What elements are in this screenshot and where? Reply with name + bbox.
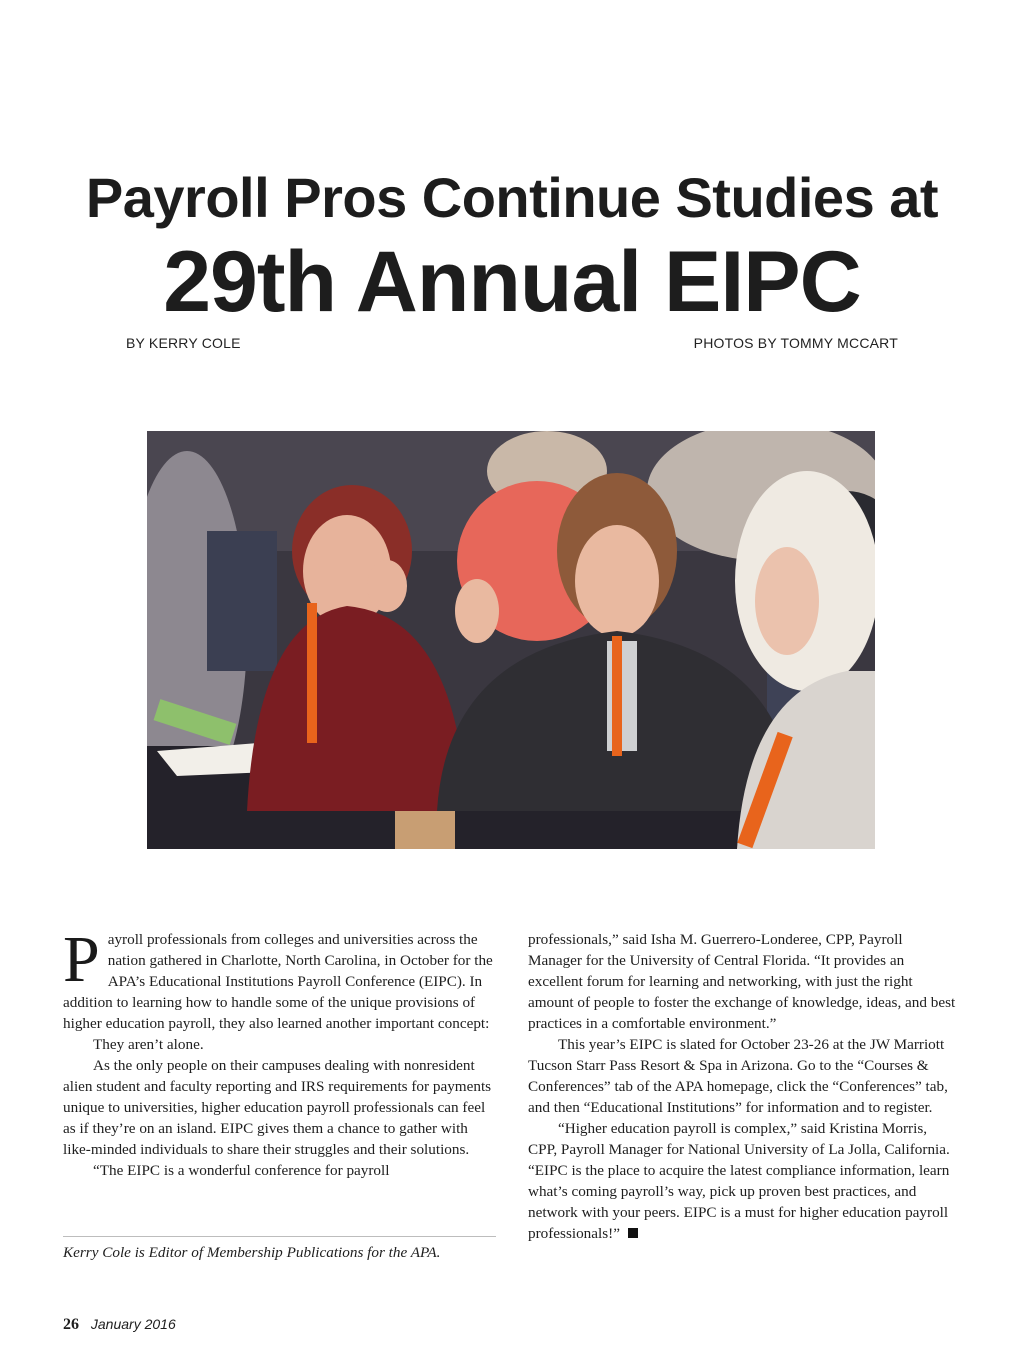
page-footer [63, 1316, 176, 1334]
photo-credit: PHOTOS BY TOMMY MCCART [693, 335, 898, 351]
conference-photo [147, 431, 875, 849]
paragraph-4: “The EIPC is a wonderful conference for payroll [93, 1162, 390, 1179]
issue-date: January 2016 [90, 1316, 176, 1332]
paragraph-6: This year’s EIPC is slated for October 23-26 at the JW Marriott Tucson Starr Pass Resort & Spa in Arizona. Go to the “Courses & Conferences” tab of the APA homepage, click the “Conferences” tab, and then “Educational Institutions” for information and to register. [528, 1036, 948, 1116]
paragraph-1 [63, 923, 496, 1034]
end-mark-icon [628, 1228, 638, 1238]
author-bio: Kerry Cole is Editor of Membership Publications for the APA. [63, 1244, 441, 1261]
byline: BY KERRY COLE [126, 335, 241, 351]
page-number: 26 [63, 1316, 79, 1333]
paragraph-7-text: “Higher education payroll is complex,” said Kristina Morris, CPP, Payroll Manager for National University of La Jolla, California. “EIPC is the place to acquire the latest compliance information, learn what’s coming payroll’s way, pick up proven best practices, and network with your peers. EIPC is a must for higher education payroll professionals!” [528, 1120, 950, 1242]
paragraph-2: They aren’t alone. [93, 1036, 204, 1053]
article-column-right [528, 929, 956, 1244]
paragraph-5: professionals,” said Isha M. Guerrero-Londeree, CPP, Payroll Manager for the University of Central Florida. “It provides an excellent forum for learning and networking, with just the right amount of people to foster the exchange of knowledge, ideas, and best practices in a comfortable environment.” [528, 931, 956, 1032]
bio-divider [63, 1236, 496, 1237]
conference-photo-illustration [147, 431, 875, 849]
paragraph-3: As the only people on their campuses dealing with nonresident alien student and faculty reporting and IRS requirements for payments unique to universities, higher education payroll professionals can feel as if they’re on an island. EIPC gives them a chance to gather with like-minded individuals to share their struggles and their solutions. [63, 1057, 492, 1158]
headline-line-2: 29th Annual EIPC [163, 234, 861, 330]
article-column-left [63, 923, 496, 1181]
paragraph-7 [528, 1118, 956, 1244]
headline-line-1: Payroll Pros Continue Studies at [85, 166, 939, 229]
drop-cap: P [63, 923, 100, 996]
paragraph-1-text: ayroll professionals from colleges and universities across the nation gathered in Charlotte, North Carolina, in October for the APA’s Educational Institutions Payroll Conference (EIPC). In addition to learning how to handle some of the unique provisions of higher education payroll, they also learned another important concept: [63, 931, 493, 1032]
